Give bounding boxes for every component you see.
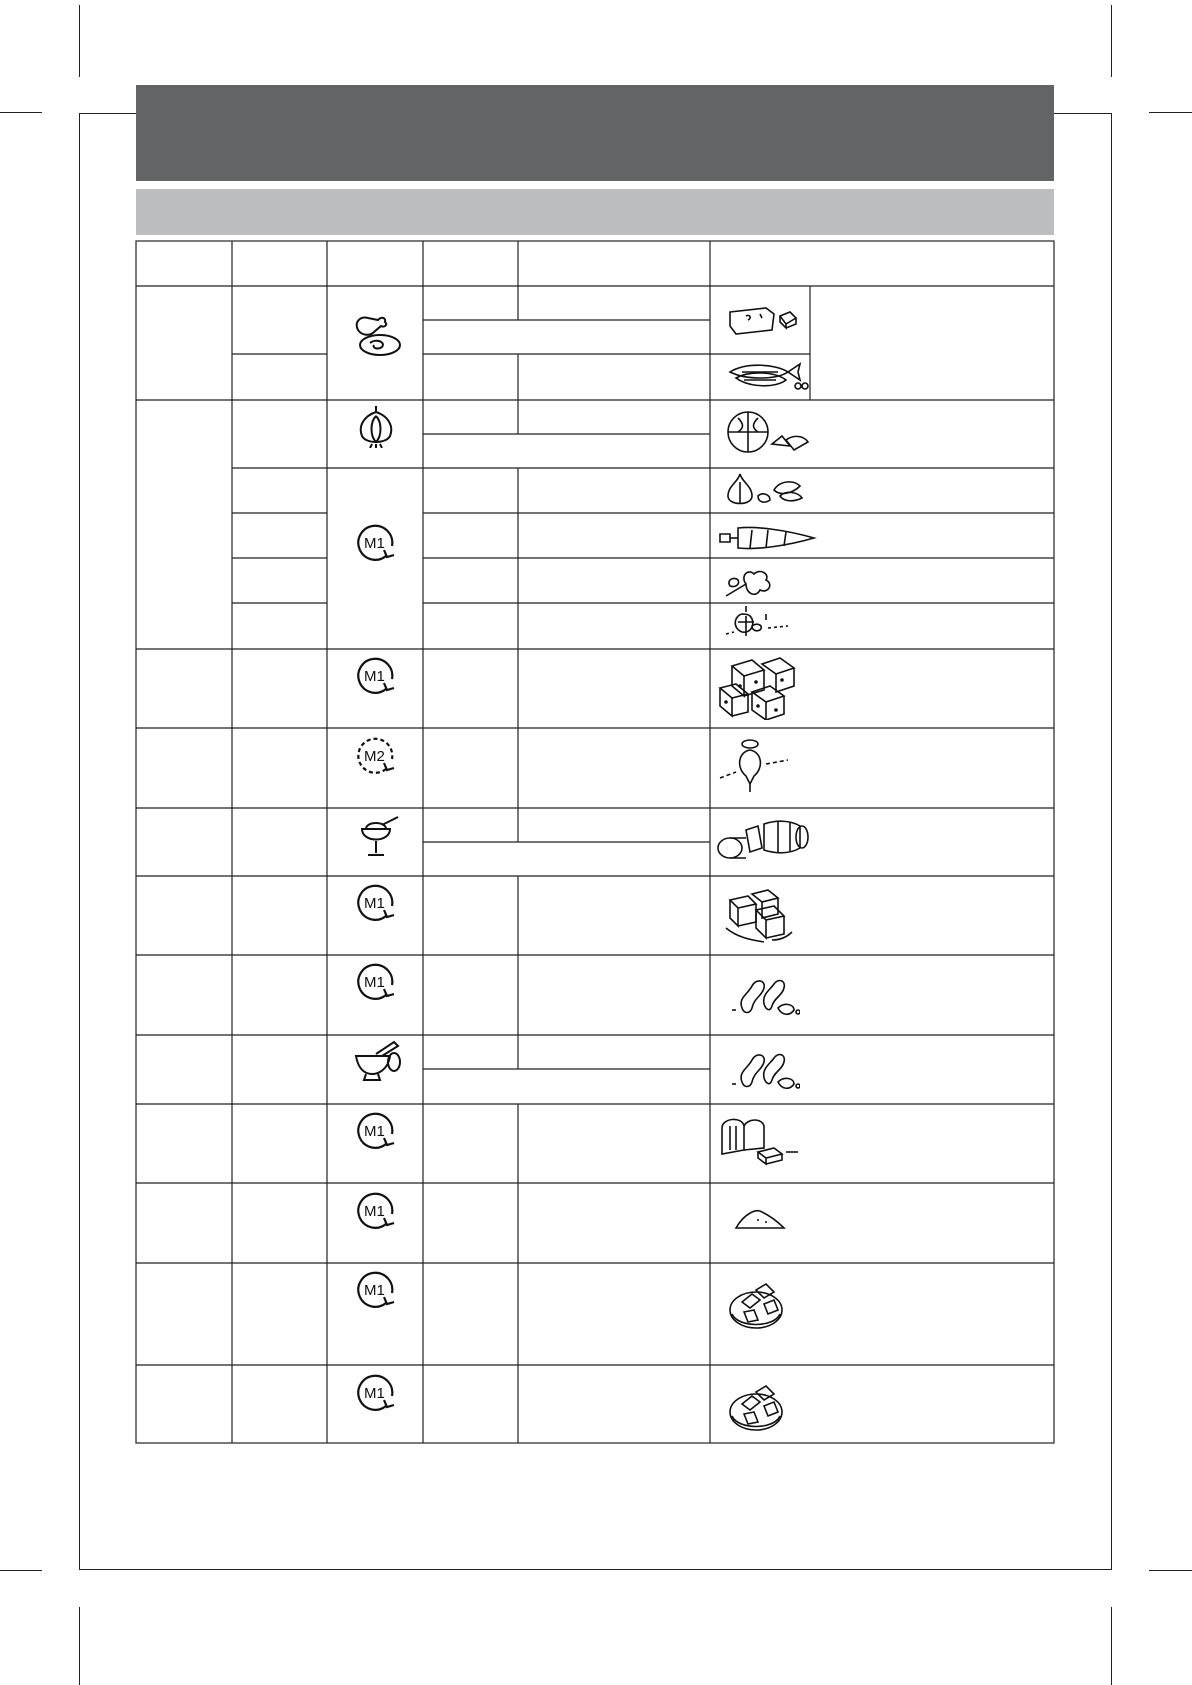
bowl-of-pieces-icon <box>728 1278 786 1332</box>
m2-mode-icon <box>354 733 398 777</box>
m1-label: M1 <box>364 535 385 552</box>
beetroot-icon <box>718 736 790 794</box>
m1-label: M1 <box>364 974 385 991</box>
parsley-icon <box>720 566 776 600</box>
powder-icon <box>734 1206 786 1232</box>
bread-icon <box>718 1114 812 1170</box>
mushroom-icon <box>722 606 790 646</box>
meat-block-icon <box>726 302 798 338</box>
mortar-pestle-icon <box>354 1040 404 1082</box>
onion-icon <box>354 404 398 448</box>
m1-mode-icon <box>354 1188 398 1232</box>
m1-label: M1 <box>364 668 385 685</box>
garlic-icon <box>724 472 808 510</box>
m1-mode-icon <box>354 959 398 1003</box>
cheese-cubes-icon <box>718 656 796 720</box>
bowl-of-pieces-icon <box>728 1380 786 1434</box>
nuts-icon <box>728 968 800 1018</box>
m1-mode-icon <box>354 1108 398 1152</box>
carrot-icon <box>716 524 818 554</box>
m1-mode-icon <box>354 653 398 697</box>
sliced-log-icon <box>716 818 812 862</box>
m1-label: M1 <box>364 1203 385 1220</box>
poultry-meat-icon <box>350 310 406 360</box>
m1-mode-icon <box>354 520 398 564</box>
m1-label: M1 <box>364 895 385 912</box>
fish-icon <box>726 360 810 394</box>
m1-label: M1 <box>364 1282 385 1299</box>
m1-mode-icon <box>354 1267 398 1311</box>
m1-mode-icon <box>354 880 398 924</box>
dessert-glass-icon <box>356 813 400 859</box>
quartered-onion-icon <box>724 408 816 458</box>
m2-label: M2 <box>364 748 385 765</box>
m1-label: M1 <box>364 1123 385 1140</box>
ice-cubes-icon <box>722 888 800 944</box>
m1-label: M1 <box>364 1385 385 1402</box>
m1-mode-icon <box>354 1370 398 1414</box>
nuts-icon <box>728 1042 800 1092</box>
